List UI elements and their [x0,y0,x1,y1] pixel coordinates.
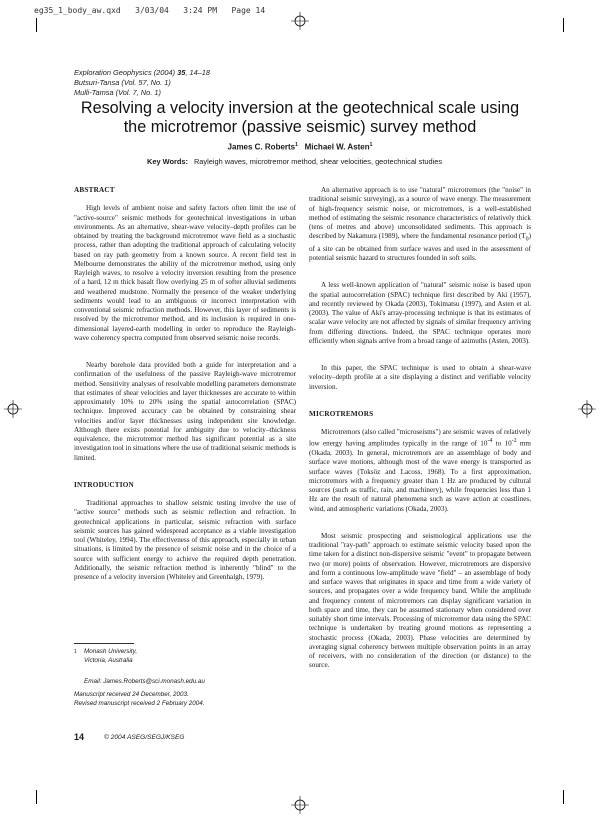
body-paragraph: Most seismic prospecting and seismological applications use the traditional "ray-path" approach to estimate seismic velocity based upon the time taken for a distinct non-dispersive seismic "event" to propagate between two (or more) points of observation. However, microtremors are dispersive and form a continuous low-amplitude wave "field" – an assemblage of body and surface waves that originates in space and time from a wide variety of sources, and propagates over a wide frequency band. While the amplitude and frequency content of microtremors can display significant variation in both space and time, they can be assumed stationary when considered over suitably short time intervals. Processing of microtremor data using the SPAC technique is undertaken by treating ground motions as representing a stochastic process (Okada, 2003). Phase velocities are determined by averaging signal coherency between multiple observation points in an array of receivers, with no consideration of the direction (or distance) to the source. [309,531,531,670]
introduction-heading: INTRODUCTION [74,480,134,489]
left-column [74,186,296,592]
registration-mark-top-icon [291,12,309,30]
copyright: © 2004 ASEG/SEGJ/KSEG [104,734,185,741]
author-name: James C. Roberts [227,142,296,152]
manuscript-revised: Revised manuscript received 2 February 2004. [74,699,205,707]
keywords [147,157,442,166]
body-paragraph: Microtremors (also called "microseisms") are seismic waves of relatively low energy having amplitudes typically in the range of $10^{-4}$ to $10^{-2}$ mm (Okada, 2003). In general, microtremors are an assemblage of body and surface wave motions, although most of the wave energy is transported as surface waves (Toksöz and Lacoss, 1968). To a first approximation, microtremors with a frequency greater than 1 Hz are produced by cultural sources (such as traffic, rain, and machinery), while frequencies less than 1 Hz are the result of natural phenomena such as wave action at coastlines, wind, and atmospheric variations (Okada, 2003). [309,428,531,513]
manuscript-dates [74,691,205,708]
author-email: Email: James.Roberts@sci.monash.edu.au [84,678,205,685]
author-list [70,142,530,152]
abstract-paragraph: Nearby borehole data provided both a guide for interpretation and a confirmation of the usefulness of the passive Rayleigh-wave microtremor method. Sensitivity analyses of resolvable modelling parameters demonstrate that estimates of shear velocities and layer thicknesses are accurate to within approximately 10% to 20% using the spatial autocorrelation (SPAC) technique. Improved accuracy can be obtained by constraining shear velocities and/or layer thicknesses using independent site knowledge. Although there exists potential for ambiguity due to velocity–thickness equivalence, the microtremor method has significant potential as a site investigation tool in situations where the use of traditional seismic methods is limited. [74,361,296,462]
abstract-paragraph: High levels of ambient noise and safety factors often limit the use of "active-source" seismic methods for geotechnical investigations in urban environments. As an alternative, shear-wave velocity–depth profiles can be obtained by treating the background microtremor wave field as a stochastic process, rather than adopting the traditional approach of calculating velocity based on ray path geometry from a known source. A recent field test in Melbourne demonstrates the ability of the microtremor method, using only Rayleigh waves, to resolve a velocity inversion resulting from the presence of a hard, 12 m thick basalt flow overlying 25 m of softer alluvial sediments and weathered mudstone. Normally the presence of the weaker underlying sediments would lead to an ambiguous or incorrect interpretation with conventional seismic refraction methods. However, this layer of sediments is resolved by the microtremor method, and its inclusion is required in one-dimensional layered-earth modelling in order to reproduce the Rayleigh-wave coherency spectra computed from observed seismic noise records. [74,204,296,342]
print-slug: eg35_1_body_aw.qxd 3/03/04 3:24 PM Page 14 [34,6,266,15]
affiliation-line: Monash University, [84,648,138,655]
author-name: Michael W. Asten [304,142,370,152]
keywords-label: Key Words: [147,157,188,166]
registration-mark-right-icon [578,400,596,418]
microtremors-heading: MICROTREMORS [309,409,374,418]
affiliation-line: Victoria, Australia [84,656,133,664]
right-column [309,186,531,680]
crop-mark-bottom-left [36,790,37,804]
body-paragraph: A less well-known application of "natural" seismic noise is based upon the spatial autocorrelation (SPAC) technique first described by Aki (1957), and recently reviewed by Okada (2003), Tokimatsu (1997), and Asten et al. (2003). The value of Aki's array-processing technique is that its estimates of scalar wave velocity are not affected by signals of similar frequency arriving from differing directions. Indeed, the SPAC technique operates more efficiently when signals arrive from a broad range of azimuths (Asten, 2003). [309,281,531,345]
manuscript-received: Manuscript received 24 December, 2003. [74,691,189,698]
page-number: 14 [74,732,85,742]
registration-mark-bottom-icon [291,796,309,814]
journal-line-2: Butsuri-Tansa (Vol. 57, No. 1) [74,78,171,87]
footnote-divider [74,643,134,644]
journal-citation [74,68,210,98]
abstract-heading: ABSTRACT [74,186,115,194]
body-paragraph: In this paper, the SPAC technique is used to obtain a shear-wave velocity–depth profile at a site displaying a distinct and verifiable velocity inversion. [309,364,531,391]
keywords-text: Rayleigh waves, microtremor method, shear velocities, geotechnical studies [193,157,443,166]
journal-line-3: Mulli-Tamsa (Vol. 7, No. 1) [74,88,161,97]
author-affiliation-mark: 1 [295,142,298,148]
introduction-paragraph: Traditional approaches to shallow seismic testing involve the use of "active source" methods such as seismic reflection and refraction. In geotechnical applications in particular, seismic refraction with surface seismic sources has gained widespread acceptance as a viable investigation tool (Whiteley, 1994). The effectiveness of this approach, especially in urban situations, is limited by the presence of seismic noise and in the choice of a source with sufficient energy to achieve the required depth penetration. Additionally, the seismic refraction method is inherently "blind" to the presence of a velocity inversion (Whiteley and Greenhalgh, 1979). [74,499,296,581]
crop-mark-top-right [563,18,564,32]
body-paragraph: An alternative approach is to use "natural" microtremors (the "noise" in traditional seismic surveying), as a source of wave energy. The measurement of high-frequency seismic noise, or microtremors, is a well-established method of estimating the seismic resonance characteristics of relatively thick (tens of metres and above) unconsolidated sediments. This approach is described by Nakamura (1989), where the fundamental resonance period $(T_0)$ of a site can be obtained from surface waves and used in the assessment of potential seismic hazard to structures founded in soft soils. [309,186,531,263]
crop-mark-top-left [36,18,37,32]
journal-line-1: Exploration Geophysics (2004) 35, 14–18 [74,68,211,77]
author-affiliation-mark: 1 [369,142,373,148]
crop-mark-bottom-right [563,790,564,804]
footnote-mark: 1 [74,649,77,655]
registration-mark-left-icon [4,400,22,418]
paper-title: Resolving a velocity inversion at the geotechnical scale using the microtremor (passive seismic) survey method [80,99,520,136]
